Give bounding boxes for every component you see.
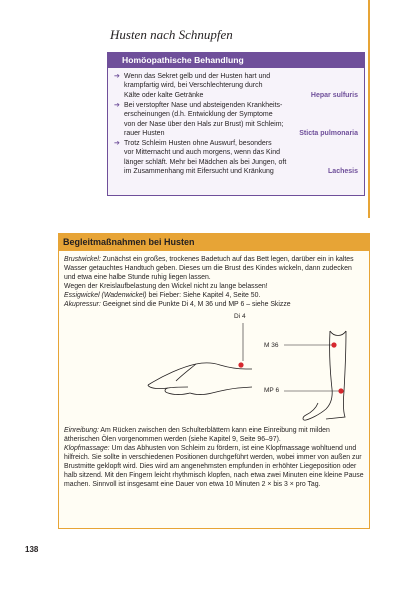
remedy-line: Wenn das Sekret gelb und der Husten hart und	[124, 73, 271, 80]
paragraph	[64, 256, 364, 283]
arrow-icon: ➔	[114, 101, 120, 109]
remedy-line: krampfartig wird, bei Verschlechterung durch	[124, 82, 263, 90]
paragraph-text: Am Rücken zwischen den Schulterblättern kann eine Einreibung mit milden ätherischen Ölen vorgenommen werden (siehe Kapitel 9, Seite 96–97).	[64, 427, 330, 444]
paragraph-label: Essigwickel (Wadenwickel)	[64, 291, 147, 299]
arrow-icon: ➔	[114, 139, 120, 147]
remedy-item	[114, 72, 358, 100]
measures-box	[58, 233, 370, 529]
remedy-line: rauer Husten	[124, 129, 165, 137]
page-number: 138	[25, 545, 39, 554]
paragraph-label: Klopfmassage:	[64, 445, 110, 453]
paragraph-text: Zunächst ein großes, trockenes Badetuch auf das Bett legen, darüber ein in kaltes Wasser getauchtes Handtuch geben. Dieses um die Brust des Kindes wickeln, dann zudecken und etwa eine halbe Stunde ruhig liegen lassen.	[64, 256, 354, 281]
remedy-name: Hepar sulfuris	[310, 91, 358, 99]
paragraph	[64, 445, 364, 490]
hand-drawing	[148, 363, 252, 395]
remedy-line: erscheinungen (d.h. Entwicklung der Symptome	[124, 111, 273, 119]
leg-drawing	[303, 331, 346, 420]
mp6-label: MP 6	[264, 387, 280, 395]
remedy-item	[114, 101, 358, 139]
point-di4	[238, 363, 243, 368]
remedy-line: Trotz Schleim Husten ohne Auswurf, besonders	[124, 139, 272, 147]
measures-header: Begleitmaßnahmen bei Husten	[59, 234, 369, 251]
paragraph	[64, 283, 364, 292]
di4-label: Di 4	[234, 313, 246, 321]
remedy-line: Kälte oder kalte Getränke	[124, 91, 204, 99]
measures-body	[59, 251, 369, 490]
remedy-name: Lachesis	[328, 168, 358, 176]
margin-rule	[368, 0, 370, 218]
acupressure-illustration	[64, 311, 364, 423]
acupressure-drawing	[64, 311, 364, 423]
remedy-line: vor Mitternacht und auch morgens, wenn das Kind	[124, 149, 281, 157]
paragraph	[64, 301, 364, 310]
paragraph-text: Um das Abhusten von Schleim zu fördern, ist eine Klopfmassage wohltuend und hilfreich. Sie sollte in verschiedenen Positionen durchgeführt werden, wobei immer von außen zur Brustmitte geklopft wird. Dies wird am angenehmsten empfunden in erhöhter Liegeposition oder halb sitzend. Mit den Fingern leicht rhythmisch klopfen, nach etwa zwei Minuten eine kleine Pause machen. Sinnvoll ist insgesamt eine Dauer von etwa 10 Minuten 2 × bis 3 × pro Tag.	[64, 445, 364, 488]
remedy-item	[114, 139, 358, 177]
m36-label: M 36	[264, 342, 279, 350]
remedy-line: im Zusammenhang mit Eifersucht und Kränkung	[124, 168, 274, 176]
paragraph	[64, 427, 364, 445]
paragraph-label: Akupressur:	[64, 300, 101, 308]
remedy-list	[108, 68, 364, 177]
remedy-name: Sticta pulmonaria	[299, 129, 358, 137]
homeopathy-header: Homöopathische Behandlung	[108, 53, 364, 68]
paragraph-text: bei Fieber: Siehe Kapitel 4, Seite 50.	[146, 291, 261, 299]
page-title: Husten nach Schnupfen	[110, 27, 233, 42]
paragraph-label: Einreibung:	[64, 427, 99, 435]
remedy-line: von der Nase über den Hals zur Brust) mit Schleim;	[124, 120, 284, 128]
point-mp6	[338, 389, 343, 394]
point-m36	[331, 343, 336, 348]
paragraph-label: Brustwickel:	[64, 256, 101, 263]
paragraph	[64, 292, 364, 301]
remedy-line: Bei verstopfter Nase und absteigenden Krankheits-	[124, 101, 283, 109]
paragraph-text: Geeignet sind die Punkte Di 4, M 36 und MP 6 – siehe Skizze	[100, 300, 291, 308]
paragraph-text: Wegen der Kreislaufbelastung den Wickel nicht zu lange belassen!	[64, 282, 268, 290]
homeopathy-box	[107, 52, 365, 196]
arrow-icon: ➔	[114, 73, 120, 80]
remedy-line: länger schläft. Mehr bei Mädchen als bei Jungen, oft	[124, 158, 287, 166]
